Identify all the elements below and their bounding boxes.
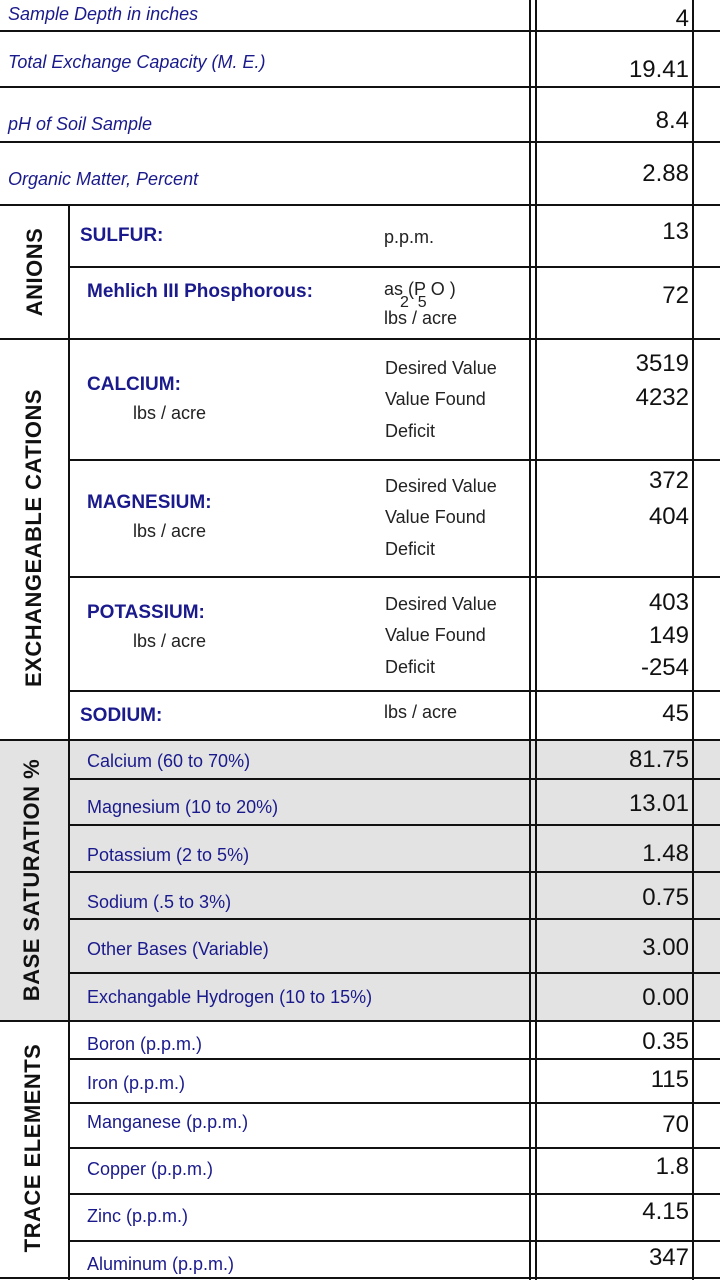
magnesium-label: MAGNESIUM: [87, 492, 212, 513]
row-line [68, 576, 720, 578]
row-line [68, 871, 720, 873]
potassium-desired-label: Desired Value [385, 594, 497, 614]
trace-aluminum-value: 347 [648, 1244, 689, 1271]
sulfur-value: 13 [662, 218, 689, 245]
trace-iron-value: 115 [650, 1066, 689, 1093]
potassium-label: POTASSIUM: [87, 602, 205, 623]
trace-copper-label: Copper (p.p.m.) [87, 1159, 214, 1179]
row-line [68, 778, 720, 780]
row-line [68, 1058, 720, 1060]
row-line [0, 30, 720, 32]
row-line [68, 266, 720, 268]
row-line [68, 690, 720, 692]
base-other-value: 3.00 [642, 934, 689, 961]
sample-depth-label: Sample Depth in inches [8, 4, 199, 24]
sodium-value: 45 [662, 700, 689, 727]
divider-right-edge [692, 0, 694, 1280]
exchange-capacity-label: Total Exchange Capacity (M. E.) [8, 52, 266, 72]
section-label-trace-elements: TRACE ELEMENTS [20, 1043, 45, 1253]
base-hydrogen-label: Exchangable Hydrogen (10 to 15%) [87, 987, 373, 1007]
base-sodium-label: Sodium (.5 to 3%) [87, 892, 232, 912]
sample-depth-value: 4 [675, 5, 689, 32]
sodium-unit: lbs / acre [384, 702, 458, 722]
base-calcium-label: Calcium (60 to 70%) [87, 751, 251, 771]
row-line [0, 141, 720, 143]
row-line [68, 1240, 720, 1242]
calcium-found-value: 4232 [635, 384, 689, 411]
base-potassium-label: Potassium (2 to 5%) [87, 845, 250, 865]
trace-copper-value: 1.8 [655, 1153, 689, 1180]
trace-boron-value: 0.35 [642, 1028, 689, 1055]
trace-manganese-label: Manganese (p.p.m.) [87, 1112, 249, 1132]
magnesium-found-value: 404 [648, 503, 689, 530]
ph-value: 8.4 [655, 107, 689, 134]
calcium-label: CALCIUM: [87, 374, 181, 395]
organic-matter-label: Organic Matter, Percent [8, 169, 199, 189]
section-label-anions: ANIONS [22, 227, 47, 317]
base-other-label: Other Bases (Variable) [87, 939, 269, 959]
trace-manganese-value: 70 [662, 1111, 689, 1138]
row-line [0, 1020, 720, 1022]
row-line [0, 1277, 720, 1279]
trace-iron-label: Iron (p.p.m.) [87, 1073, 186, 1093]
base-potassium-value: 1.48 [642, 840, 689, 867]
magnesium-desired-label: Desired Value [385, 476, 497, 496]
phosphorous-value: 72 [662, 282, 689, 309]
row-line [68, 459, 720, 461]
potassium-deficit-value: -254 [640, 654, 689, 681]
row-line [0, 86, 720, 88]
potassium-found-value: 149 [648, 622, 689, 649]
sulfur-label: SULFUR: [80, 225, 164, 246]
calcium-desired-value: 3519 [635, 350, 689, 377]
potassium-desired-value: 403 [648, 589, 689, 616]
base-calcium-value: 81.75 [628, 746, 689, 773]
section-label-base-saturation: BASE SATURATION % [19, 758, 44, 1002]
sulfur-unit: p.p.m. [384, 227, 435, 247]
calcium-desired-label: Desired Value [385, 358, 497, 378]
base-magnesium-value: 13.01 [628, 790, 689, 817]
potassium-unit: lbs / acre [133, 631, 207, 651]
magnesium-unit: lbs / acre [133, 521, 207, 541]
organic-matter-value: 2.88 [642, 160, 689, 187]
calcium-unit: lbs / acre [133, 403, 207, 423]
potassium-deficit-label: Deficit [385, 657, 436, 677]
trace-aluminum-label: Aluminum (p.p.m.) [87, 1254, 235, 1274]
phosphorous-unit-acre: lbs / acre [384, 308, 458, 328]
row-line [0, 739, 720, 741]
ph-label: pH of Soil Sample [8, 114, 153, 134]
base-sodium-value: 0.75 [642, 884, 689, 911]
magnesium-deficit-label: Deficit [385, 539, 436, 559]
phosphorous-unit: as (P O ) [384, 279, 456, 299]
sodium-label: SODIUM: [80, 705, 163, 726]
magnesium-desired-value: 372 [648, 467, 689, 494]
row-line [0, 338, 720, 340]
base-magnesium-label: Magnesium (10 to 20%) [87, 797, 279, 817]
calcium-deficit-label: Deficit [385, 421, 436, 441]
row-line [68, 972, 720, 974]
row-line [68, 918, 720, 920]
phosphorous-unit-subscript: 2 5 [400, 294, 427, 311]
trace-boron-label: Boron (p.p.m.) [87, 1034, 203, 1054]
row-line [68, 1147, 720, 1149]
row-line [68, 824, 720, 826]
row-line [68, 1102, 720, 1104]
trace-zinc-value: 4.15 [642, 1198, 689, 1225]
magnesium-found-label: Value Found [385, 507, 486, 527]
divider-section-column [68, 205, 70, 1280]
row-line [0, 204, 720, 206]
divider-double-left [529, 0, 531, 1280]
potassium-found-label: Value Found [385, 625, 486, 645]
calcium-found-label: Value Found [385, 389, 486, 409]
row-line [68, 1193, 720, 1195]
phosphorous-label: Mehlich III Phosphorous: [87, 281, 313, 302]
divider-double-right [535, 0, 537, 1280]
base-hydrogen-value: 0.00 [642, 984, 689, 1011]
trace-zinc-label: Zinc (p.p.m.) [87, 1206, 189, 1226]
exchange-capacity-value: 19.41 [628, 56, 689, 83]
base-saturation-background [0, 740, 720, 1020]
section-label-exchangeable-cations: EXCHANGEABLE CATIONS [21, 388, 46, 688]
